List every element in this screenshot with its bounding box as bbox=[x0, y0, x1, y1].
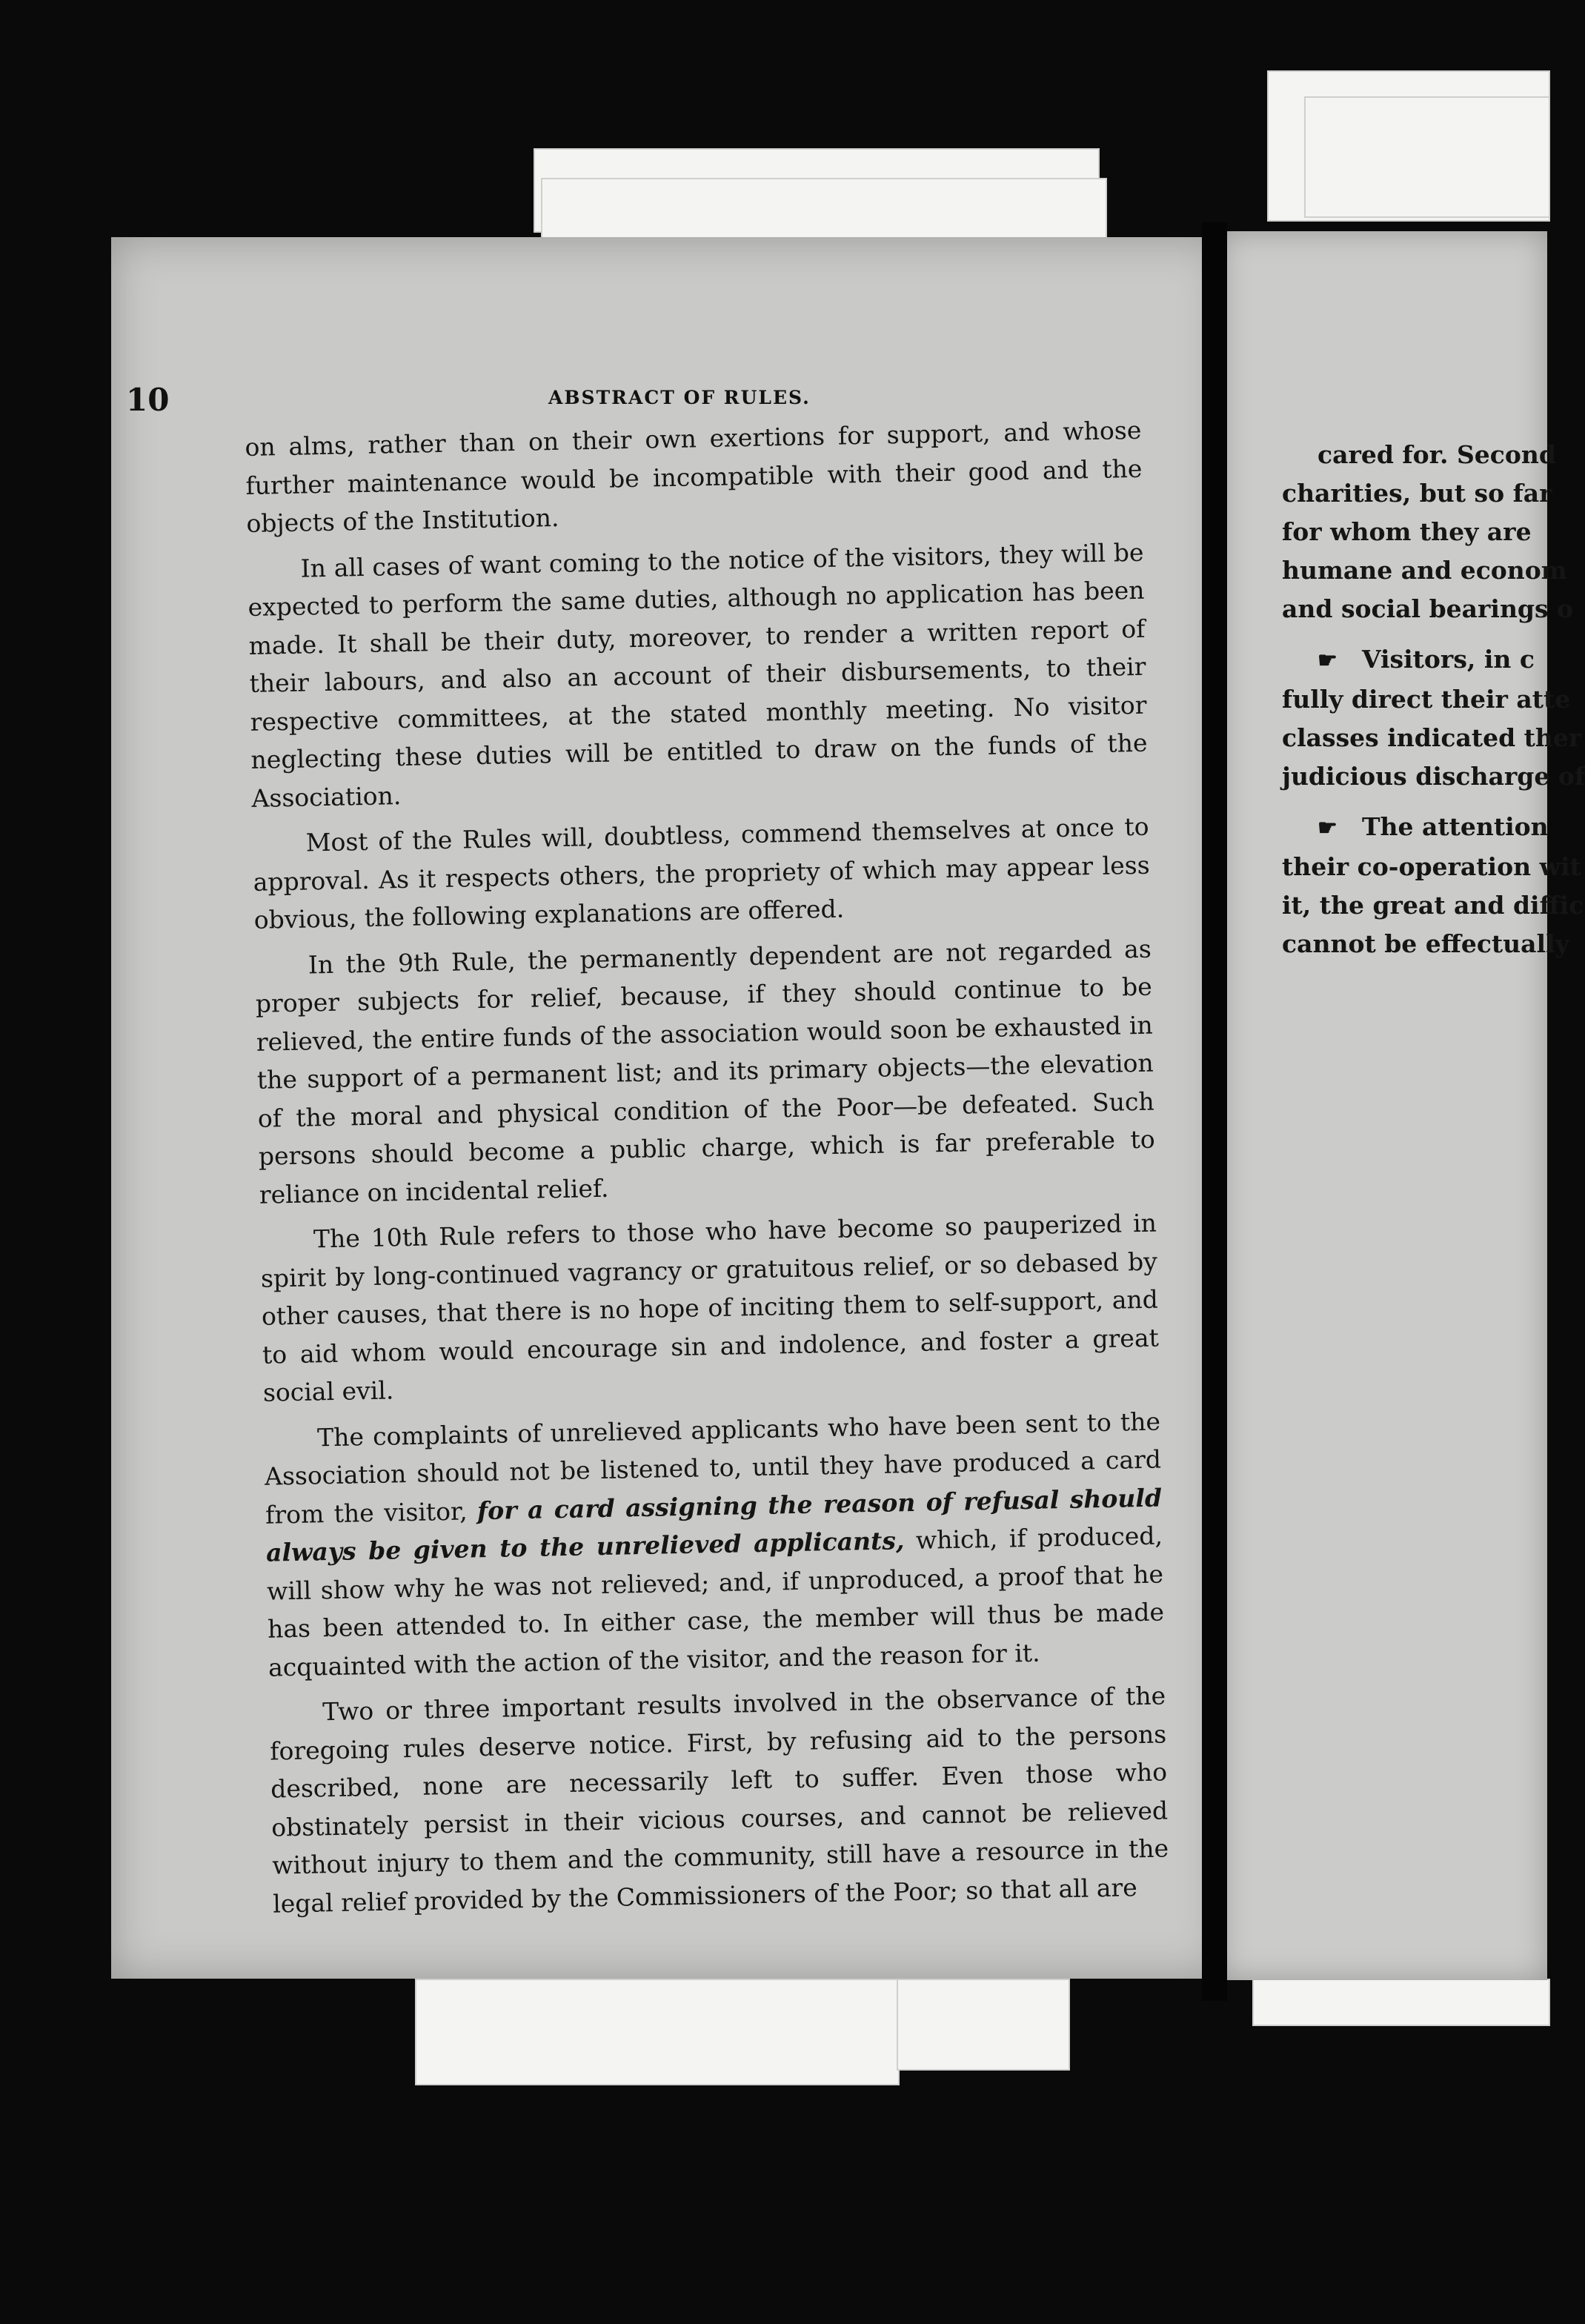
right-gap bbox=[1282, 628, 1578, 640]
right-line: classes indicated ther bbox=[1282, 723, 1582, 752]
paragraph-3: Most of the Rules will, doubtless, commend themselves at once to approval. As it respects others, the propriety of which may appear less obvious, the following explanations are offered. bbox=[253, 811, 1150, 934]
paper-tab-bottom bbox=[415, 1979, 900, 2085]
paragraph-2: In all cases of want coming to the notice of the visitors, they will be expected to perform the same duties, although no application has been made. It shall be their duty, moreover, to render a written report of their labours, and also an account of their disbursements, to their respective committees, at the stated monthly meeting. No visitor neglecting these duties will be entitled to draw on the funds of the Association. bbox=[247, 537, 1148, 813]
paragraph-6-italic: for a card assigning the reason of refusal should always be given to the unrelieved applicants, bbox=[265, 1483, 1163, 1567]
visitors-text: Visitors, in c bbox=[1362, 645, 1535, 674]
right-line-attention bbox=[1282, 808, 1578, 848]
right-line: judicious discharge of bbox=[1282, 762, 1585, 791]
attention-text: The attention bbox=[1362, 812, 1549, 841]
right-line: for whom they are bbox=[1282, 517, 1532, 546]
paper-tab-bottom-right bbox=[1252, 1979, 1550, 2026]
right-line: cannot be effectually bbox=[1282, 929, 1569, 958]
paragraph-4: In the 9th Rule, the permanently dependent are not regarded as proper subjects for relief, because, if they should continue to be relieved, the entire funds of the association would soon be exhausted in the support of a permanent list; and its primary objects—the elevation of the moral and physical condition of the Poor—be defeated. Such persons should become a public charge, which is far preferable to reliance on incidental relief. bbox=[255, 934, 1156, 1209]
right-line: fully direct their atte bbox=[1282, 685, 1571, 714]
book-gutter bbox=[1202, 222, 1227, 2001]
pointing-hand-icon: ☛ bbox=[1317, 648, 1338, 674]
right-line: cared for. Second bbox=[1317, 440, 1556, 469]
left-page-body bbox=[245, 411, 1170, 1930]
right-line: it, the great and diffic bbox=[1282, 891, 1584, 920]
paragraph-1: on alms, rather than on their own exertions for support, and whose further maintenance would be incompatible with their good and the objects of the Institution. bbox=[245, 415, 1143, 538]
pointing-hand-icon: ☛ bbox=[1317, 815, 1338, 841]
right-line: and social bearings o bbox=[1282, 594, 1574, 623]
running-head: ABSTRACT OF RULES. bbox=[548, 387, 811, 408]
paragraph-6-before: The complaints of unrelieved applicants who have been sent to the Association should not be listened to, until they have produced a card from the visitor, bbox=[264, 1407, 1162, 1530]
right-line: charities, but so far bbox=[1282, 479, 1552, 508]
right-page-body bbox=[1282, 436, 1585, 963]
paragraph-5: The 10th Rule refers to those who have become so pauperized in spirit by long-continued vagrancy or gratuitous relief, or so debased by other causes, that there is no hope of inciting them to self-support, and to aid whom would encourage sin and indolence, and foster a great social evil. bbox=[260, 1208, 1160, 1407]
right-gap bbox=[1282, 796, 1578, 808]
page-number: 10 bbox=[126, 382, 170, 418]
paper-tab-top-inner bbox=[541, 178, 1107, 240]
paragraph-7: Two or three important results involved in the observance of the foregoing rules deserve notice. First, by refusing aid to the persons described, none are necessarily left to suffer. Even those who obstinately persist in their vicious courses, and cannot be relieved without injury to them and the community, still have a resource in the legal relief provided by the Commissioners of the Poor; so that all are bbox=[269, 1681, 1169, 1919]
paper-tab-bottom-2 bbox=[897, 1979, 1070, 2071]
right-line-visitors bbox=[1282, 640, 1578, 680]
right-line: humane and econom bbox=[1282, 556, 1567, 585]
paragraph-6-after: which, if produced, will show why he was not relieved; and, if unproduced, a proof that he has been attended to. In either case, the member will thus be made acquainted with the action of the visitor, and the reason for it. bbox=[266, 1521, 1165, 1682]
paragraph-6 bbox=[264, 1402, 1166, 1687]
paper-tab-top-right-2 bbox=[1304, 96, 1550, 218]
right-line: their co-operation wit bbox=[1282, 852, 1581, 881]
